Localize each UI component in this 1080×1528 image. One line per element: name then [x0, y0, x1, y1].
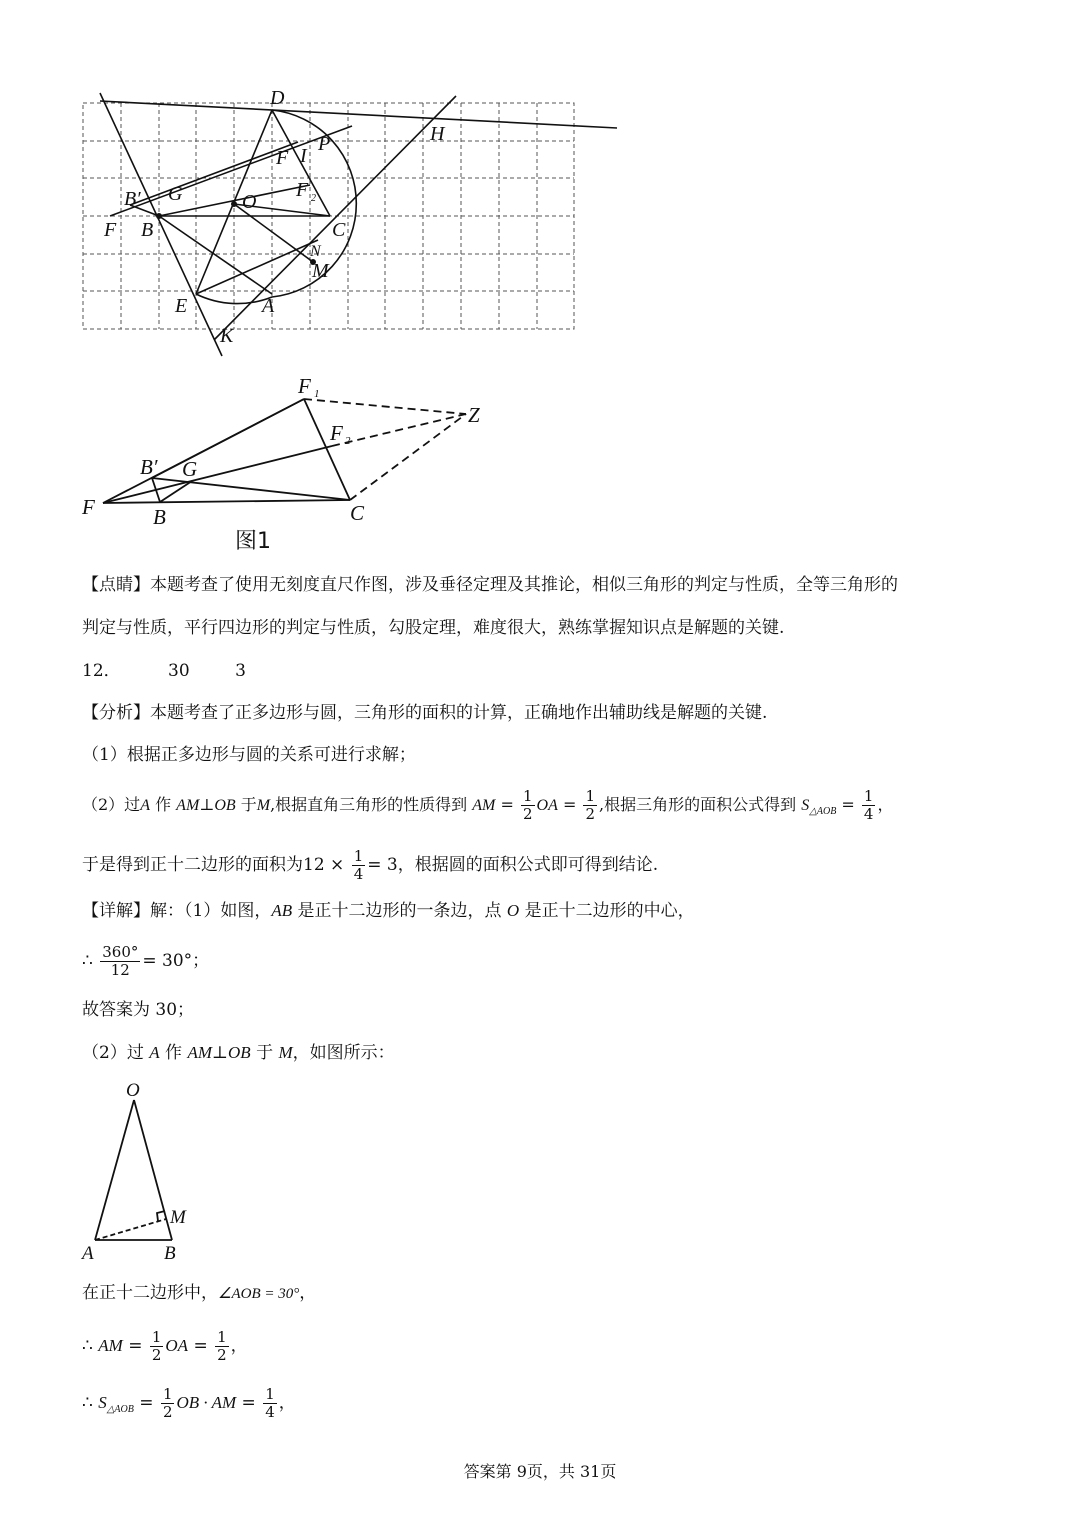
label-I: I	[300, 145, 307, 167]
fraction-360-over-12: $\frac{360^\circ}{12}$	[102, 943, 139, 979]
triangle-aob-figure	[70, 1072, 210, 1267]
label-A: A	[262, 295, 275, 317]
answer-2: 3	[235, 661, 246, 681]
fraction-one-quarter: $\frac{1}{4}$	[353, 847, 364, 883]
question-12-answers	[82, 659, 1000, 683]
fraction-one-half: $\frac{1}{2}$	[522, 787, 533, 823]
dianjing-line-1: 【点睛】本题考查了使用无刻度直尺作图，涉及垂径定理及其推论，相似三角形的判定与性质，全等三角形的	[82, 575, 898, 595]
fig1-label-F: F	[82, 495, 95, 519]
step-3-line: 于是得到正十二边形的面积为12 × $\frac{1}{4}$ = 3，根据圆的面积公式即可得到结论.	[82, 847, 659, 883]
in-dodecagon-line: 在正十二边形中，∠AOB = 30°，	[82, 1283, 317, 1303]
small-label-B: B	[164, 1243, 176, 1264]
fraction-one-half: $\frac{1}{2}$	[217, 1328, 227, 1364]
label-D: D	[270, 87, 285, 109]
fig1-label-Z: Z	[468, 403, 480, 427]
label-F: F	[104, 219, 117, 241]
area-result-line: ∴ $S_{\triangle AOB}$ = $\frac{1}{2}$ OB · AM = $\frac{1}{4}$ ，	[82, 1385, 296, 1421]
fig1-label-C: C	[350, 501, 365, 525]
label-B-prime: B′	[124, 188, 141, 210]
fenxi-line: 【分析】本题考查了正多边形与圆，三角形的面积的计算，正确地作出辅助线是解题的关键.	[82, 703, 768, 723]
label-E: E	[175, 295, 188, 317]
figure-1-caption: 图1	[235, 529, 271, 554]
angle-calc-line: ∴ $\frac{360^\circ}{12}$ = 30°；	[82, 943, 210, 979]
am-result-line: ∴ AM = $\frac{1}{2}$ OA = $\frac{1}{2}$ ，	[82, 1328, 248, 1364]
label-F2-sub: 2	[311, 193, 316, 204]
label-N: N	[310, 243, 321, 260]
page-footer: 答案第 9页，共 31页	[463, 1462, 617, 1481]
fraction-one-quarter: $\frac{1}{4}$	[265, 1385, 275, 1421]
answer-1: 30	[168, 661, 190, 681]
fig1-label-B-prime: B′	[140, 455, 158, 479]
label-G: G	[168, 183, 183, 205]
small-label-O: O	[126, 1080, 140, 1101]
fig1-label-F2: F	[330, 421, 343, 445]
fraction-one-half: $\frac{1}{2}$	[151, 1328, 162, 1364]
fig1-label-F2-sub: 2	[345, 435, 351, 447]
answer-30-line: 故答案为 30；	[82, 1000, 195, 1020]
label-M: M	[312, 260, 329, 282]
geometry-figure-top	[0, 80, 640, 360]
dianjing-line-2: 判定与性质，平行四边形的判定与性质，勾股定理，难度很大，熟练掌握知识点是解题的关键.	[82, 618, 785, 638]
label-P: P	[318, 133, 331, 155]
small-label-M: M	[170, 1207, 186, 1228]
step-1-line: （1）根据正多边形与圆的关系可进行求解；	[82, 745, 416, 765]
label-C: C	[332, 219, 346, 241]
part-2-line: （2）过 A 作 AM⊥OB 于 M，如图所示：	[82, 1043, 395, 1063]
step-2-line: （2）过A 作 AM⊥OB 于M,根据直角三角形的性质得到 AM = $\frac{1}{2}$ OA = $\frac{1}{2}$ ,根据三角形的面积公式得到 $S_{\triangle AOB}$ = $\frac{1}{4}$ ，	[82, 787, 894, 823]
xiangjie-line: 【详解】解：（1）如图，AB 是正十二边形的一条边，点 O 是正十二边形的中心，	[82, 901, 695, 921]
fig1-label-F1-sub: 1	[314, 388, 320, 400]
fraction-one-half: $\frac{1}{2}$	[162, 1385, 173, 1421]
label-H: H	[430, 123, 445, 145]
small-label-A: A	[82, 1243, 94, 1264]
label-F1: F	[276, 147, 289, 169]
fraction-one-quarter: $\frac{1}{4}$	[863, 787, 874, 823]
question-number: 12．	[82, 661, 121, 681]
fraction-one-half: $\frac{1}{2}$	[585, 787, 595, 823]
label-F2: F	[296, 179, 309, 201]
label-B: B	[141, 219, 154, 241]
label-K: K	[220, 325, 234, 347]
fig1-label-B: B	[153, 505, 166, 529]
fig1-label-G: G	[182, 457, 198, 481]
fig1-label-F1: F	[298, 374, 311, 398]
geometry-figure-1	[0, 370, 520, 560]
label-O: O	[242, 191, 257, 213]
